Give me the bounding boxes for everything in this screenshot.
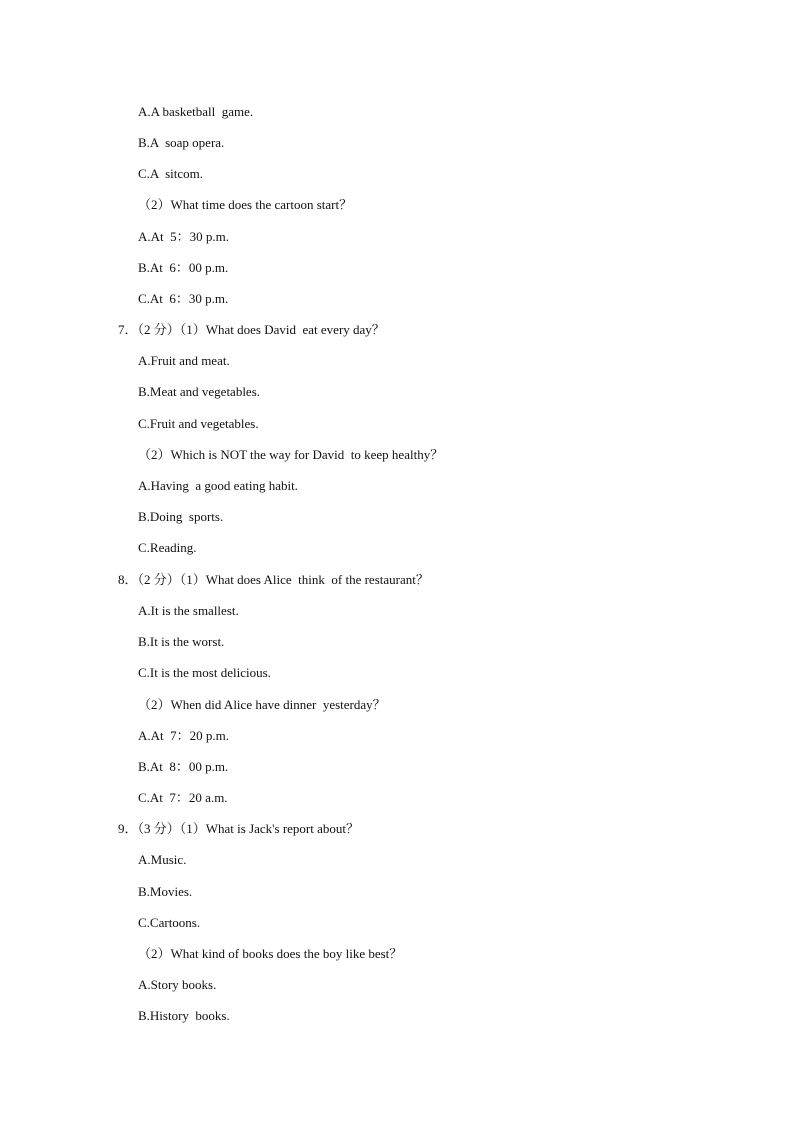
option-text: B.Movies. bbox=[138, 884, 193, 899]
option-text: A.Fruit and meat. bbox=[138, 353, 230, 368]
option-text: B.It is the worst. bbox=[138, 634, 225, 649]
option-text: A.A basketball game. bbox=[138, 104, 254, 119]
option-text: C.Fruit and vegetables. bbox=[138, 416, 259, 431]
option-text: B.History books. bbox=[138, 1008, 230, 1023]
option-text: B.At 8：00 p.m. bbox=[138, 759, 229, 774]
question-heading: 7．（2 分）（1）What does David eat every day？ bbox=[118, 322, 385, 337]
option-text: C.At 6：30 p.m. bbox=[138, 291, 229, 306]
sub-question-text: （2）Which is NOT the way for David to keep healthy？ bbox=[138, 447, 444, 462]
sub-question-text: （2）What time does the cartoon start？ bbox=[138, 197, 353, 212]
option-text: B.A soap opera. bbox=[138, 135, 225, 150]
option-text: A.At 5：30 p.m. bbox=[138, 229, 230, 244]
sub-question-text: （2）What kind of books does the boy like best？ bbox=[138, 946, 403, 961]
option-text: A.At 7：20 p.m. bbox=[138, 728, 230, 743]
sub-question-text: （2）When did Alice have dinner yesterday？ bbox=[138, 697, 386, 712]
option-text: C.A sitcom. bbox=[138, 166, 204, 181]
option-text: C.It is the most delicious. bbox=[138, 665, 271, 680]
option-text: A.It is the smallest. bbox=[138, 603, 239, 618]
option-text: A.Story books. bbox=[138, 977, 217, 992]
option-text: C.Cartoons. bbox=[138, 915, 201, 930]
option-text: A.Music. bbox=[138, 852, 187, 867]
option-text: A.Having a good eating habit. bbox=[138, 478, 298, 493]
option-text: B.Doing sports. bbox=[138, 509, 224, 524]
question-heading: 9．（3 分）（1）What is Jack's report about？ bbox=[118, 821, 359, 836]
option-text: B.At 6：00 p.m. bbox=[138, 260, 229, 275]
option-text: B.Meat and vegetables. bbox=[138, 384, 261, 399]
question-heading: 8．（2 分）（1）What does Alice think of the restaurant？ bbox=[118, 572, 429, 587]
option-text: C.Reading. bbox=[138, 540, 197, 555]
option-text: C.At 7：20 a.m. bbox=[138, 790, 228, 805]
